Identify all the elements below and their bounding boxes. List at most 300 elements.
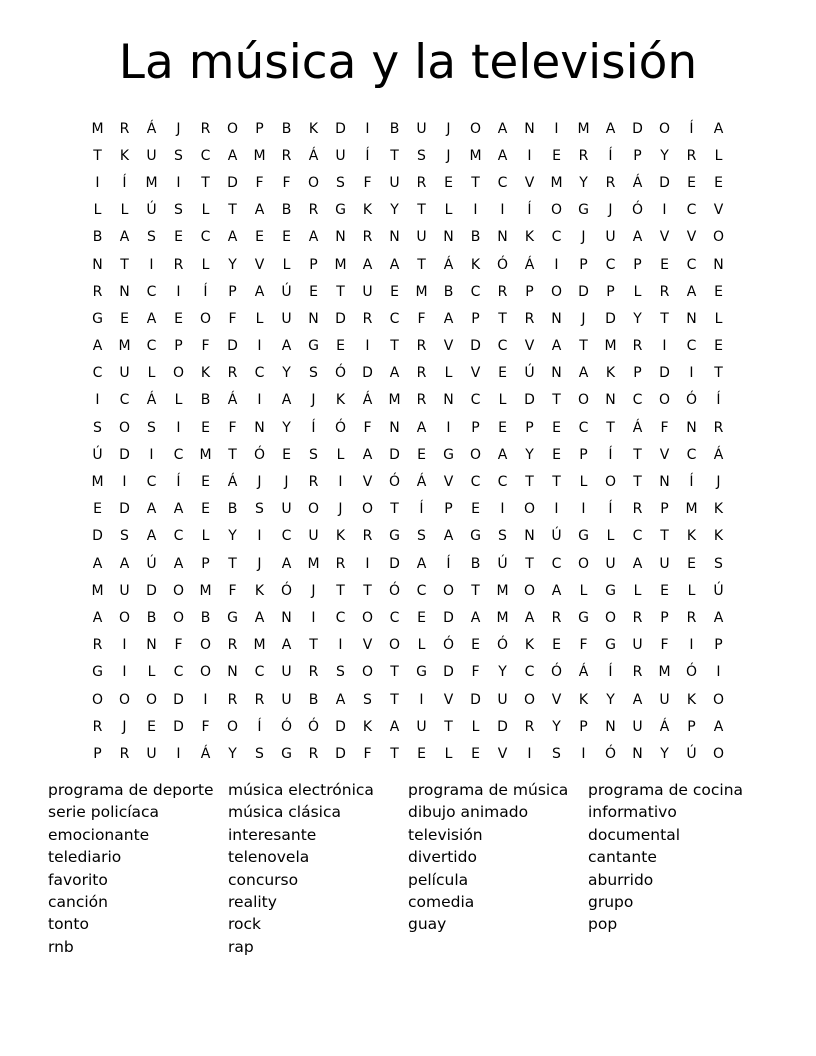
grid-letter: V — [443, 338, 454, 355]
grid-letter: D — [632, 120, 643, 137]
grid-letter: L — [282, 256, 291, 273]
grid-letter: I — [122, 664, 127, 681]
grid-letter: U — [119, 365, 130, 382]
grid-letter: G — [335, 202, 346, 219]
grid-letter: D — [173, 691, 184, 708]
grid-letter: G — [92, 310, 103, 327]
grid-letter: I — [662, 202, 667, 219]
grid-letter: Ó — [307, 718, 320, 735]
grid-letter: R — [632, 664, 643, 681]
grid-letter: R — [227, 691, 238, 708]
grid-letter: F — [363, 419, 372, 436]
grid-letter: L — [444, 745, 453, 762]
grid-letter: P — [633, 256, 642, 273]
grid-letter: Ó — [442, 637, 455, 654]
grid-letter: E — [201, 474, 210, 491]
grid-letter: Y — [282, 419, 291, 436]
grid-letter: R — [686, 147, 697, 164]
grid-letter: J — [338, 501, 343, 518]
grid-letter: Y — [660, 147, 669, 164]
grid-letter: G — [227, 609, 238, 626]
word-column — [48, 779, 228, 958]
grid-letter: T — [633, 446, 642, 463]
grid-letter: C — [524, 664, 535, 681]
grid-letter: O — [712, 691, 725, 708]
grid-letter: I — [338, 474, 343, 491]
grid-letter: M — [91, 474, 104, 491]
grid-letter: K — [308, 120, 319, 137]
grid-letter: S — [174, 147, 183, 164]
grid-letter: Y — [633, 310, 642, 327]
grid-letter: E — [714, 338, 723, 355]
page-title: La música y la televisión — [118, 35, 698, 90]
grid-letter: Ú — [146, 202, 157, 219]
grid-letter: A — [443, 528, 454, 545]
grid-row — [84, 686, 732, 713]
grid-letter: A — [497, 147, 508, 164]
grid-letter: I — [662, 338, 667, 355]
grid-letter: A — [686, 283, 697, 300]
grid-letter: Í — [203, 283, 208, 300]
grid-letter: O — [550, 283, 563, 300]
grid-letter: U — [416, 718, 427, 735]
grid-letter: P — [687, 718, 696, 735]
grid-row — [84, 441, 732, 468]
grid-letter: Í — [716, 392, 721, 409]
grid-letter: Ó — [631, 202, 644, 219]
grid-letter: L — [444, 202, 453, 219]
grid-letter: Í — [608, 147, 613, 164]
grid-letter: M — [496, 609, 509, 626]
grid-letter: Y — [282, 365, 291, 382]
grid-row — [84, 659, 732, 686]
grid-letter: D — [362, 365, 373, 382]
grid-row — [84, 224, 732, 251]
grid-letter: O — [577, 555, 590, 572]
grid-letter: N — [254, 419, 265, 436]
grid-letter: C — [335, 609, 346, 626]
grid-letter: B — [470, 555, 481, 572]
grid-letter: Í — [608, 446, 613, 463]
grid-letter: O — [604, 609, 617, 626]
grid-letter: U — [281, 691, 292, 708]
grid-letter: P — [525, 283, 534, 300]
grid-letter: C — [173, 446, 184, 463]
grid-letter: I — [122, 474, 127, 491]
grid-letter: I — [257, 392, 262, 409]
grid-letter: F — [228, 582, 237, 599]
grid-letter: Á — [362, 392, 373, 409]
word-list — [48, 779, 788, 958]
grid-letter: G — [443, 446, 454, 463]
grid-letter: D — [443, 609, 454, 626]
grid-letter: I — [527, 745, 532, 762]
grid-row — [84, 577, 732, 604]
grid-letter: T — [525, 474, 534, 491]
grid-letter: Í — [689, 474, 694, 491]
grid-letter: T — [417, 256, 426, 273]
grid-letter: A — [416, 555, 427, 572]
grid-letter: E — [714, 174, 723, 191]
grid-letter: A — [281, 637, 292, 654]
grid-letter: C — [470, 392, 481, 409]
grid-letter: R — [119, 745, 130, 762]
grid-letter: R — [200, 120, 211, 137]
grid-letter: T — [633, 474, 642, 491]
grid-letter: L — [444, 365, 453, 382]
grid-letter: O — [469, 446, 482, 463]
grid-letter: K — [470, 256, 481, 273]
grid-letter: T — [471, 582, 480, 599]
grid-letter: P — [579, 256, 588, 273]
grid-letter: C — [200, 147, 211, 164]
grid-letter: L — [687, 582, 696, 599]
grid-letter: O — [361, 501, 374, 518]
word-list-item: rock — [228, 915, 262, 934]
grid-letter: F — [363, 174, 372, 191]
grid-row — [84, 360, 732, 387]
grid-letter: O — [226, 120, 239, 137]
grid-letter: J — [716, 474, 721, 491]
grid-letter: Í — [608, 664, 613, 681]
grid-letter: A — [254, 202, 265, 219]
grid-letter: P — [228, 283, 237, 300]
grid-letter: R — [632, 338, 643, 355]
grid-letter: P — [174, 338, 183, 355]
grid-letter: D — [578, 283, 589, 300]
grid-letter: L — [714, 147, 723, 164]
grid-letter: A — [173, 555, 184, 572]
grid-letter: M — [199, 446, 212, 463]
grid-letter: G — [308, 338, 319, 355]
word-list-item: programa de música — [408, 781, 569, 799]
grid-letter: O — [712, 745, 725, 762]
grid-letter: L — [201, 202, 210, 219]
grid-letter: C — [200, 229, 211, 246]
grid-letter: T — [660, 310, 669, 327]
grid-letter: M — [496, 582, 509, 599]
grid-letter: Á — [227, 392, 238, 409]
word-list-item: cantante — [588, 848, 657, 867]
grid-letter: P — [255, 120, 264, 137]
grid-letter: J — [446, 147, 451, 164]
grid-letter: C — [686, 446, 697, 463]
grid-letter: P — [606, 283, 615, 300]
grid-letter: L — [93, 202, 102, 219]
grid-letter: K — [254, 582, 265, 599]
grid-letter: G — [470, 528, 481, 545]
grid-letter: V — [470, 365, 481, 382]
grid-letter: T — [579, 338, 588, 355]
grid-letter: Í — [689, 120, 694, 137]
grid-letter: N — [632, 745, 643, 762]
grid-letter: R — [308, 202, 319, 219]
grid-letter: Ú — [686, 745, 697, 762]
grid-letter: Á — [578, 664, 589, 681]
grid-letter: M — [91, 582, 104, 599]
grid-row — [84, 115, 732, 142]
grid-letter: F — [417, 310, 426, 327]
grid-letter: Á — [200, 745, 211, 762]
grid-letter: N — [146, 637, 157, 654]
grid-letter: Á — [146, 120, 157, 137]
grid-letter: R — [92, 718, 103, 735]
grid-letter: T — [228, 202, 237, 219]
grid-letter: R — [632, 501, 643, 518]
grid-letter: Á — [659, 718, 670, 735]
grid-letter: U — [416, 120, 427, 137]
grid-letter: T — [228, 555, 237, 572]
grid-letter: I — [419, 691, 424, 708]
grid-letter: O — [523, 582, 536, 599]
grid-letter: A — [119, 229, 130, 246]
grid-letter: T — [93, 147, 102, 164]
grid-letter: N — [389, 419, 400, 436]
grid-letter: K — [524, 637, 535, 654]
grid-letter: A — [146, 528, 157, 545]
grid-letter: L — [417, 637, 426, 654]
grid-letter: V — [713, 202, 724, 219]
grid-letter: Ú — [146, 555, 157, 572]
grid-letter: A — [308, 229, 319, 246]
grid-letter: Í — [365, 147, 370, 164]
grid-letter: E — [255, 229, 264, 246]
grid-letter: A — [362, 446, 373, 463]
grid-letter: Ú — [497, 555, 508, 572]
grid-letter: C — [389, 609, 400, 626]
grid-letter: Á — [524, 256, 535, 273]
grid-letter: T — [714, 365, 723, 382]
grid-letter: B — [281, 202, 292, 219]
word-list-item: dibujo animado — [408, 803, 529, 822]
grid-letter: B — [308, 691, 319, 708]
grid-letter: E — [282, 229, 291, 246]
grid-letter: V — [443, 691, 454, 708]
grid-letter: I — [149, 256, 154, 273]
grid-letter: J — [176, 120, 181, 137]
grid-letter: E — [201, 501, 210, 518]
grid-letter: O — [172, 365, 185, 382]
grid-letter: R — [335, 555, 346, 572]
grid-letter: G — [416, 664, 427, 681]
grid-letter: O — [388, 637, 401, 654]
grid-letter: T — [660, 528, 669, 545]
grid-letter: A — [578, 365, 589, 382]
grid-letter: L — [471, 718, 480, 735]
grid-letter: D — [497, 718, 508, 735]
grid-letter: F — [363, 745, 372, 762]
grid-letter: Ú — [281, 283, 292, 300]
grid-letter: T — [120, 256, 129, 273]
word-list-item: comedia — [408, 893, 475, 912]
grid-letter: U — [659, 691, 670, 708]
word-list-item: pop — [588, 915, 618, 934]
grid-letter: U — [605, 555, 616, 572]
grid-letter: E — [660, 256, 669, 273]
grid-letter: M — [334, 256, 347, 273]
grid-letter: N — [92, 256, 103, 273]
grid-letter: R — [713, 419, 724, 436]
grid-letter: I — [716, 664, 721, 681]
grid-letter: D — [389, 446, 400, 463]
grid-letter: V — [362, 474, 373, 491]
grid-letter: P — [93, 745, 102, 762]
grid-letter: N — [605, 392, 616, 409]
grid-letter: C — [146, 283, 157, 300]
grid-letter: C — [686, 338, 697, 355]
grid-letter: T — [390, 664, 399, 681]
grid-letter: S — [552, 745, 561, 762]
grid-letter: O — [361, 609, 374, 626]
grid-letter: J — [311, 582, 316, 599]
grid-letter: T — [417, 202, 426, 219]
grid-letter: P — [633, 365, 642, 382]
grid-letter: M — [577, 120, 590, 137]
grid-letter: V — [362, 637, 373, 654]
word-list-item: informativo — [588, 803, 677, 822]
grid-letter: C — [686, 202, 697, 219]
grid-letter: U — [308, 528, 319, 545]
grid-letter: J — [257, 555, 262, 572]
grid-letter: R — [281, 147, 292, 164]
grid-letter: I — [365, 120, 370, 137]
grid-letter: G — [578, 202, 589, 219]
grid-letter: Á — [227, 474, 238, 491]
word-list-item: tonto — [48, 915, 89, 934]
grid-letter: T — [552, 392, 561, 409]
grid-letter: N — [119, 283, 130, 300]
grid-letter: C — [254, 664, 265, 681]
grid-letter: E — [498, 419, 507, 436]
grid-letter: O — [361, 664, 374, 681]
grid-letter: R — [362, 528, 373, 545]
grid-letter: Í — [446, 555, 451, 572]
grid-letter: I — [176, 283, 181, 300]
grid-row — [84, 468, 732, 495]
grid-letter: E — [417, 745, 426, 762]
grid-letter: Í — [176, 474, 181, 491]
grid-letter: E — [417, 446, 426, 463]
grid-letter: R — [227, 365, 238, 382]
grid-letter: O — [307, 174, 320, 191]
grid-letter: C — [551, 229, 562, 246]
grid-letter: A — [92, 555, 103, 572]
grid-letter: U — [281, 501, 292, 518]
grid-letter: I — [554, 256, 559, 273]
grid-letter: C — [416, 582, 427, 599]
grid-letter: J — [581, 229, 586, 246]
grid-letter: O — [199, 637, 212, 654]
grid-letter: A — [551, 338, 562, 355]
grid-letter: F — [201, 338, 210, 355]
grid-letter: I — [500, 202, 505, 219]
grid-letter: L — [255, 310, 264, 327]
grid-letter: C — [632, 392, 643, 409]
grid-letter: O — [550, 202, 563, 219]
grid-letter: O — [658, 392, 671, 409]
grid-letter: N — [524, 528, 535, 545]
grid-letter: B — [443, 283, 454, 300]
grid-letter: L — [498, 392, 507, 409]
grid-letter: E — [174, 310, 183, 327]
grid-letter: K — [605, 365, 616, 382]
grid-letter: R — [416, 392, 427, 409]
grid-letter: Y — [552, 718, 561, 735]
grid-letter: T — [525, 555, 534, 572]
grid-letter: U — [119, 582, 130, 599]
grid-letter: V — [551, 691, 562, 708]
grid-letter: Í — [122, 174, 127, 191]
grid-letter: T — [390, 338, 399, 355]
grid-letter: K — [335, 528, 346, 545]
grid-letter: D — [659, 174, 670, 191]
grid-letter: D — [659, 365, 670, 382]
grid-letter: A — [470, 609, 481, 626]
grid-letter: A — [389, 256, 400, 273]
word-list-item: divertido — [408, 848, 477, 867]
grid-letter: I — [338, 637, 343, 654]
grid-letter: A — [254, 283, 265, 300]
grid-row — [84, 550, 732, 577]
grid-letter: L — [201, 528, 210, 545]
grid-letter: A — [443, 310, 454, 327]
grid-letter: R — [227, 637, 238, 654]
grid-letter: B — [200, 609, 211, 626]
grid-letter: M — [469, 147, 482, 164]
grid-letter: R — [362, 310, 373, 327]
grid-letter: D — [119, 446, 130, 463]
word-list-item: telenovela — [228, 848, 310, 867]
grid-letter: G — [281, 745, 292, 762]
grid-letter: R — [659, 283, 670, 300]
grid-letter: R — [254, 691, 265, 708]
grid-letter: N — [551, 365, 562, 382]
word-list-item: interesante — [228, 825, 317, 844]
grid-letter: U — [281, 664, 292, 681]
grid-row — [84, 169, 732, 196]
grid-letter: E — [660, 582, 669, 599]
grid-letter: T — [228, 446, 237, 463]
grid-letter: A — [713, 718, 724, 735]
grid-letter: N — [686, 419, 697, 436]
grid-letter: O — [172, 582, 185, 599]
word-list-item: serie policíaca — [48, 803, 160, 822]
grid-letter: C — [173, 664, 184, 681]
grid-letter: M — [685, 501, 698, 518]
grid-letter: L — [579, 582, 588, 599]
grid-letter: U — [416, 229, 427, 246]
grid-letter: D — [470, 691, 481, 708]
grid-letter: E — [336, 338, 345, 355]
grid-letter: E — [552, 147, 561, 164]
grid-letter: K — [362, 718, 373, 735]
grid-letter: Ó — [253, 446, 266, 463]
grid-letter: T — [552, 474, 561, 491]
grid-letter: F — [660, 419, 669, 436]
grid-letter: D — [119, 501, 130, 518]
grid-letter: M — [388, 392, 401, 409]
grid-letter: F — [660, 637, 669, 654]
grid-letter: B — [389, 120, 400, 137]
grid-letter: M — [658, 664, 671, 681]
grid-letter: Ó — [550, 664, 563, 681]
grid-letter: A — [281, 338, 292, 355]
grid-letter: A — [146, 501, 157, 518]
grid-letter: S — [120, 528, 129, 545]
grid-letter: I — [95, 174, 100, 191]
grid-letter: Á — [146, 392, 157, 409]
grid-letter: O — [199, 664, 212, 681]
